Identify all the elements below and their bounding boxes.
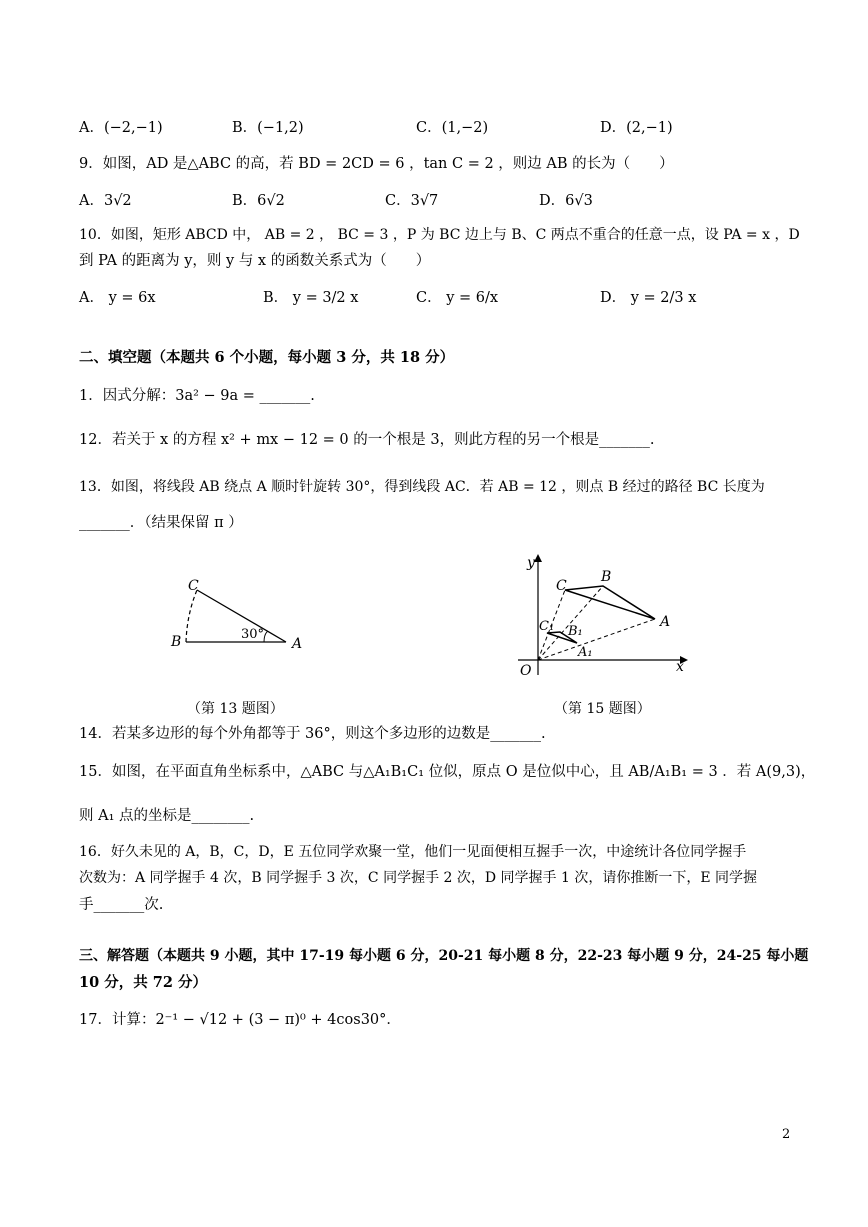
label-y: y	[527, 555, 535, 571]
q15-line2: 则 A₁ 点的坐标是________.	[79, 808, 255, 824]
section2-heading: 二、填空题（本题共 6 个小题，每小题 3 分，共 18 分）	[79, 349, 455, 366]
q10-stem-line2: 到 PA 的距离为 y，则 y 与 x 的函数关系式为（ ）	[79, 253, 431, 269]
q10-option-c: C． y = 6/x	[416, 290, 499, 306]
q16-line2: 次数为：A 同学握手 4 次，B 同学握手 3 次，C 同学握手 2 次，D 同学握手 1 次，请你推断一下，E 同学握	[79, 870, 758, 886]
y-axis-arrow	[534, 554, 542, 562]
fig13-caption: （第 13 题图）	[187, 701, 284, 717]
page-number: 2	[782, 1127, 791, 1142]
q16-line3: 手_______次.	[79, 897, 164, 913]
q14: 14．若某多边形的每个外角都等于 36°，则这个多边形的边数是_______.	[79, 726, 546, 742]
q10-option-d: D． y = 2/3 x	[600, 290, 697, 306]
label-c: C	[556, 578, 567, 594]
q13-line2: _______．（结果保留 π ）	[79, 515, 243, 531]
q8-option-a: A．(−2,−1)	[79, 120, 163, 136]
q12: 12．若关于 x 的方程 x² + mx − 12 = 0 的一个根是 3，则此方程的另一个根是_______.	[79, 432, 655, 448]
q9-option-a: A．3√2	[79, 193, 132, 209]
figure-13	[160, 570, 320, 660]
q9-option-b: B．6√2	[232, 193, 285, 209]
section3-heading-line2: 10 分，共 72 分）	[79, 974, 208, 991]
label-a1: A₁	[578, 645, 593, 660]
angle-mark	[264, 631, 268, 642]
q16-line1: 16．好久未见的 A，B，C，D，E 五位同学欢聚一堂，他们一见面便相互握手一次，中途统计各位同学握手	[79, 844, 747, 860]
q8-option-c: C．(1,−2)	[416, 120, 489, 136]
q8-option-b: B．(−1,2)	[232, 120, 304, 136]
q15-line1: 15．如图，在平面直角坐标系中，△ABC 与△A₁B₁C₁ 位似，原点 O 是位似中心，且 AB/A₁B₁ = 3 ．若 A(9,3)，	[79, 764, 816, 780]
fig15-caption: （第 15 题图）	[554, 701, 651, 717]
angle-label: 30°	[241, 627, 265, 642]
q9-option-c: C．3√7	[385, 193, 439, 209]
q9-stem: 9．如图，AD 是△ABC 的高，若 BD = 2CD = 6 ，tan C = 2 ，则边 AB 的长为（ ）	[79, 156, 674, 172]
label-o: O	[520, 663, 532, 679]
label-b1: B₁	[568, 624, 583, 639]
label-c1: C₁	[539, 619, 555, 634]
label-x: x	[676, 659, 684, 675]
q10-stem-line1: 10．如图，矩形 ABCD 中， AB = 2 ， BC = 3 ，P 为 BC 边上与 B、C 两点不重合的任意一点，设 PA = x ，D	[79, 227, 800, 243]
q13-line1: 13．如图，将线段 AB 绕点 A 顺时针旋转 30°，得到线段 AC．若 AB = 12 ，则点 B 经过的路径 BC 长度为	[79, 479, 765, 495]
q10-option-a: A． y = 6x	[79, 290, 156, 306]
label-a: A	[660, 614, 671, 630]
label-b: B	[601, 569, 612, 585]
label-c: C	[188, 578, 199, 594]
figure-15	[508, 550, 698, 680]
arc-bc	[186, 590, 197, 642]
q10-option-b: B． y = 3/2 x	[263, 290, 359, 306]
section3-heading-line1: 三、解答题（本题共 9 小题，其中 17-19 每小题 6 分，20-21 每小题 8 分，22-23 每小题 9 分，24-25 每小题	[79, 948, 809, 964]
q11: 1．因式分解：3a² − 9a = _______.	[79, 388, 315, 404]
label-a: A	[292, 636, 303, 652]
ray-oa	[538, 619, 655, 660]
q17: 17．计算：2⁻¹ − √12 + (3 − π)⁰ + 4cos30°．	[79, 1012, 401, 1028]
q8-option-d: D．(2,−1)	[600, 120, 673, 136]
q9-option-d: D．6√3	[539, 193, 593, 209]
triangle-abc	[565, 586, 655, 619]
label-b: B	[171, 634, 182, 650]
